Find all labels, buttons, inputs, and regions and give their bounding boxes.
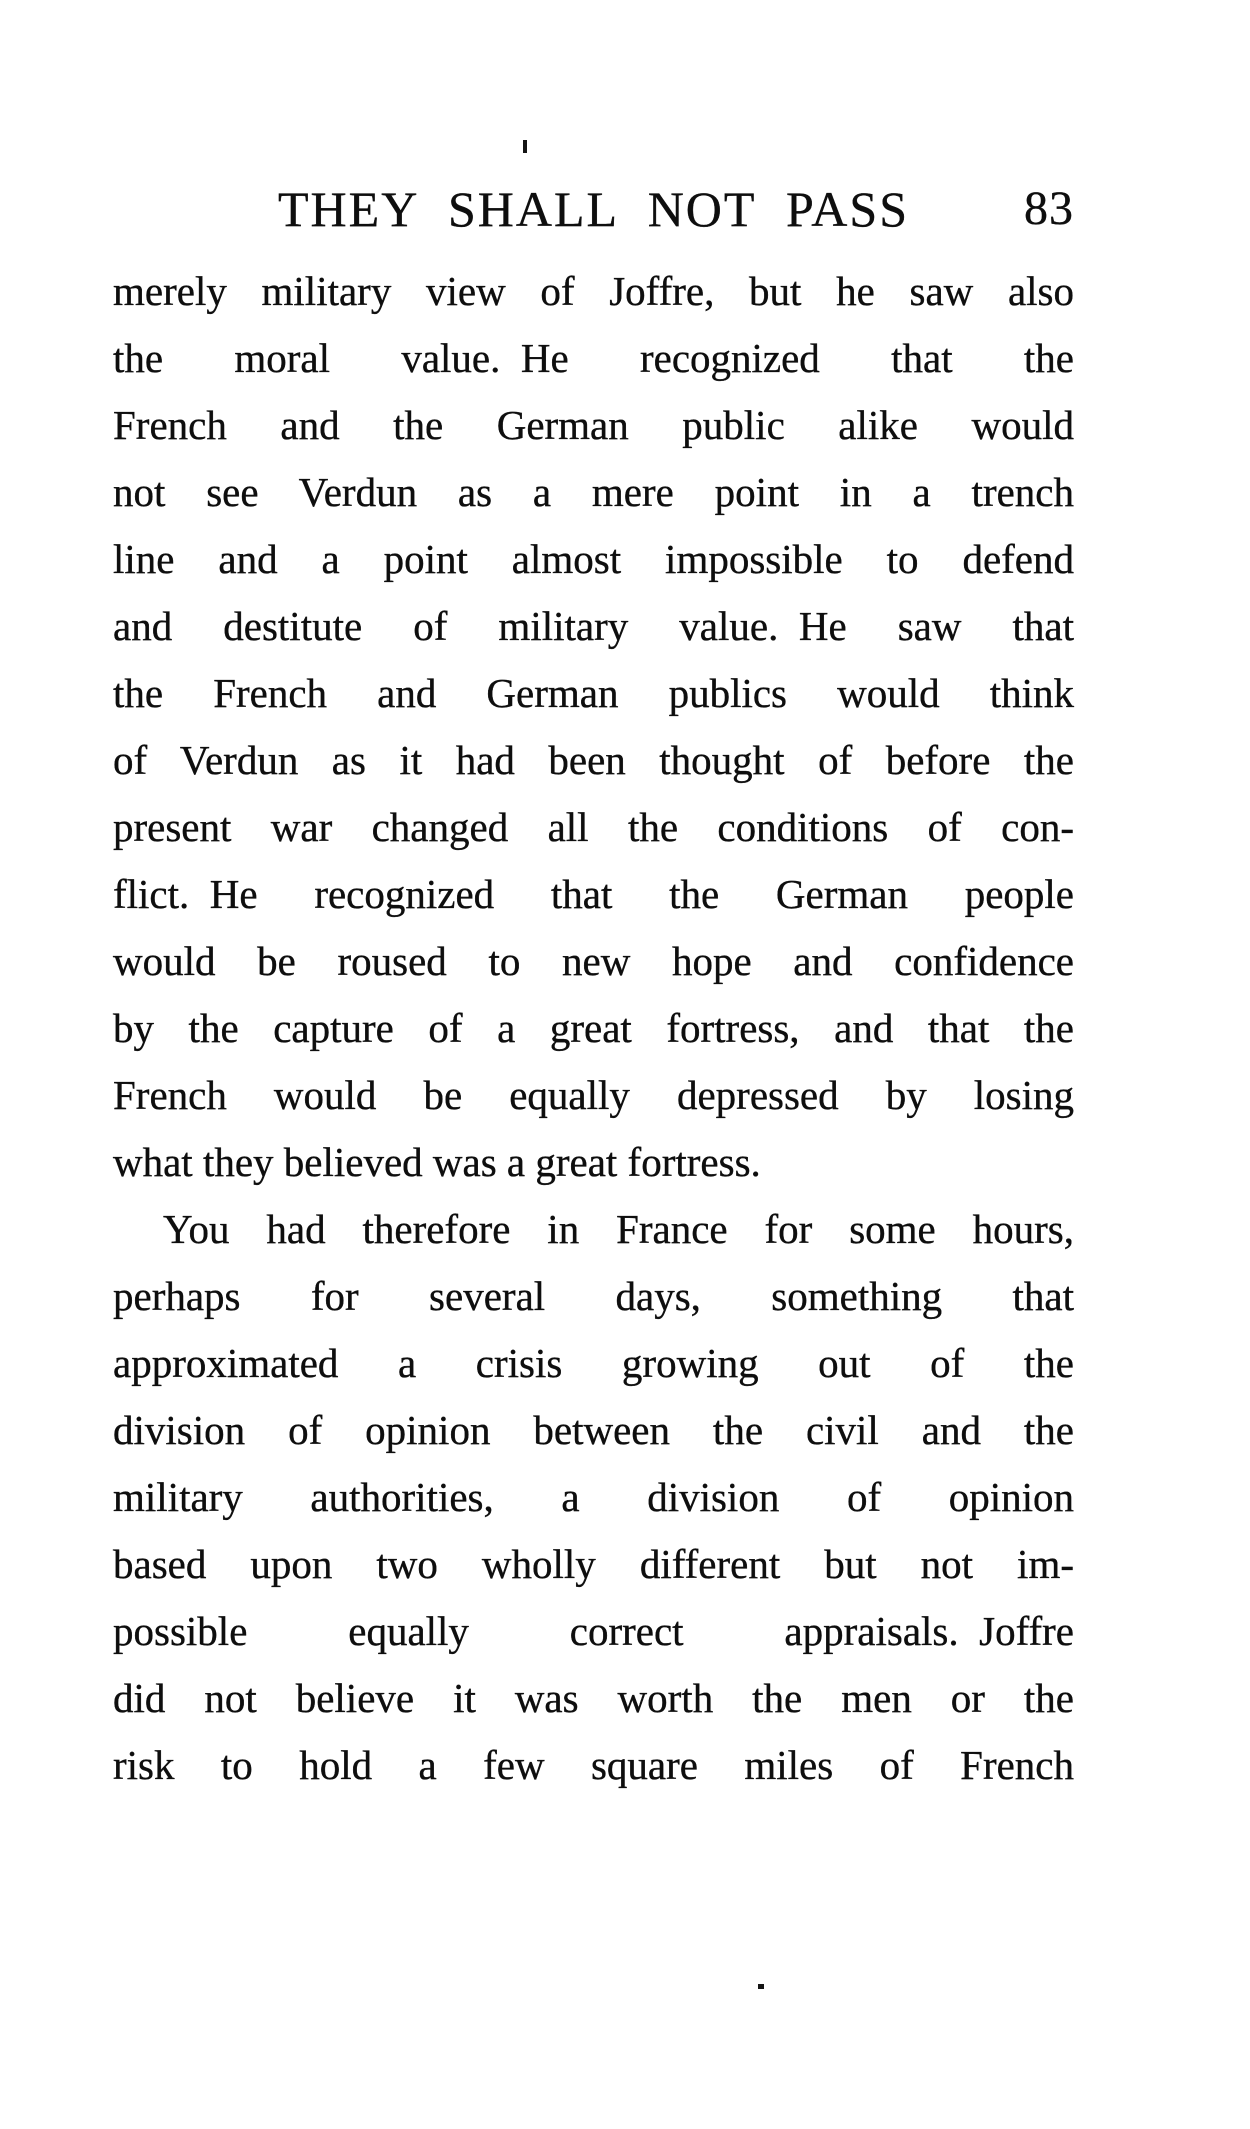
text-line: and destitute of military value. He saw that bbox=[113, 603, 1074, 649]
text-line: did not believe it was worth the men or the bbox=[113, 1675, 1074, 1721]
text-line: by the capture of a great fortress, and that the bbox=[113, 1005, 1074, 1051]
text-line: You had therefore in France for some hours, bbox=[163, 1206, 1074, 1252]
text-line: of Verdun as it had been thought of before the bbox=[113, 737, 1074, 783]
running-title: THEY SHALL NOT PASS bbox=[278, 181, 909, 237]
text-line: what they believed was a great fortress. bbox=[113, 1139, 761, 1185]
text-line: merely military view of Joffre, but he saw also bbox=[113, 268, 1074, 314]
text-line: division of opinion between the civil and the bbox=[113, 1407, 1074, 1453]
text-line: the moral value. He recognized that the bbox=[113, 335, 1074, 381]
text-line: French would be equally depressed by losing bbox=[113, 1072, 1074, 1118]
text-line: military authorities, a division of opinion bbox=[113, 1474, 1074, 1520]
text-line: risk to hold a few square miles of French bbox=[113, 1742, 1074, 1788]
text-line: flict. He recognized that the German people bbox=[113, 871, 1074, 917]
text-line: the French and German publics would think bbox=[113, 670, 1074, 716]
scan-speck-bottom bbox=[758, 1984, 764, 1989]
text-line: line and a point almost impossible to defend bbox=[113, 536, 1074, 582]
text-line: present war changed all the conditions of con- bbox=[113, 804, 1074, 850]
page-number: 83 bbox=[1024, 182, 1074, 235]
text-line: possible equally correct appraisals. Joffre bbox=[113, 1608, 1074, 1654]
text-line: not see Verdun as a mere point in a trench bbox=[113, 469, 1074, 515]
text-line: French and the German public alike would bbox=[113, 402, 1074, 448]
body-text bbox=[113, 258, 1074, 1799]
scan-speck-top bbox=[523, 140, 527, 153]
text-line: perhaps for several days, something that bbox=[113, 1273, 1074, 1319]
page-header bbox=[113, 178, 1074, 240]
text-line: approximated a crisis growing out of the bbox=[113, 1340, 1074, 1386]
text-line: based upon two wholly different but not im- bbox=[113, 1541, 1074, 1587]
text-line: would be roused to new hope and confidence bbox=[113, 938, 1074, 984]
